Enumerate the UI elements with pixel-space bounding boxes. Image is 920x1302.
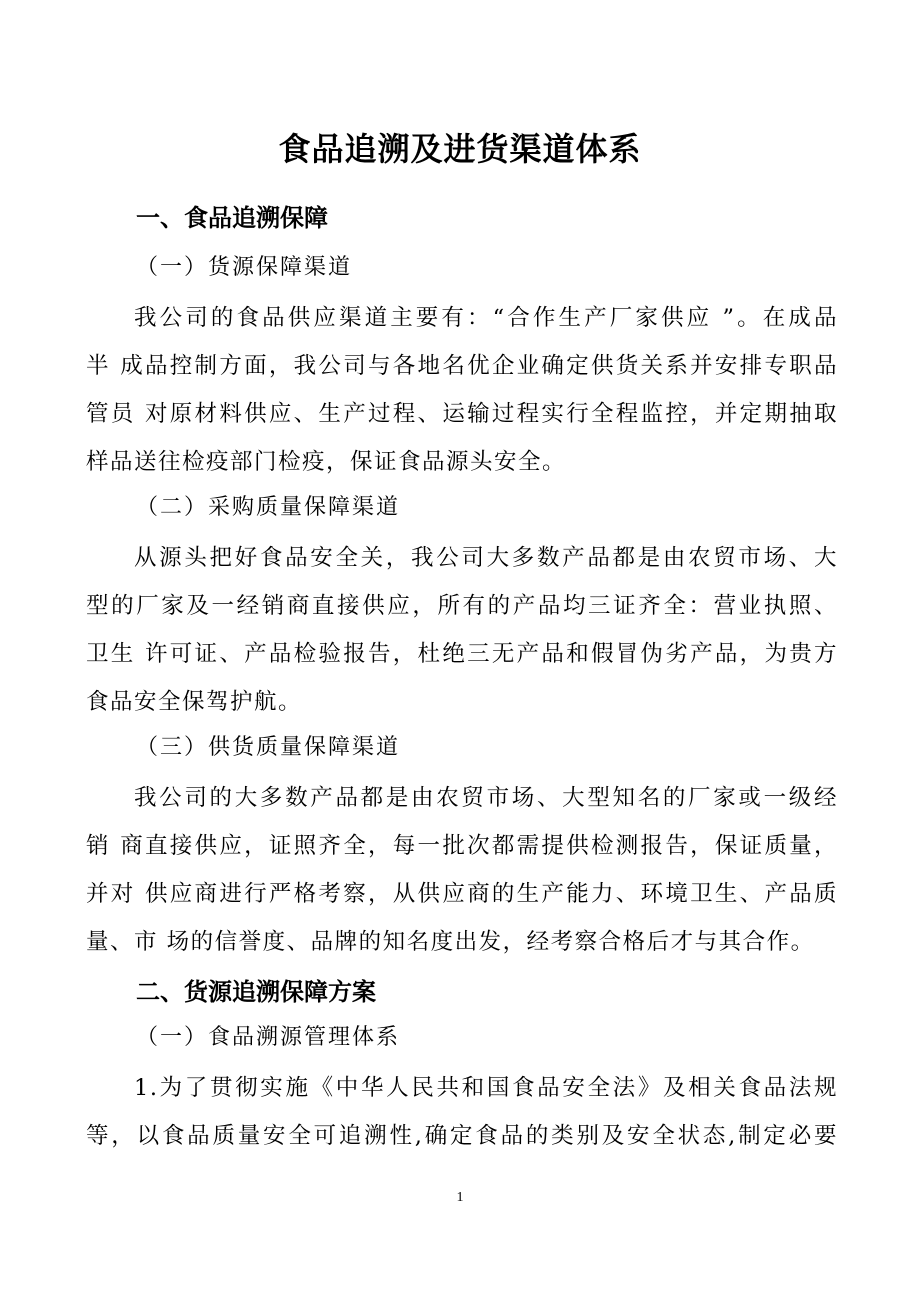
page-number: 1 [456, 1190, 464, 1205]
paragraph-line: 食品安全保驾护航。 [86, 689, 303, 715]
paragraph-1-1 [86, 294, 838, 486]
paragraph-line: 1.为了贯彻实施《中华人民共和国食品安全法》及相关食品法规 [134, 1075, 838, 1101]
paragraph-line: 并对 供应商进行严格考察，从供应商的生产能力、环境卫生、产品质 [86, 881, 838, 907]
paragraph-line: 样品送往检疫部门检疫，保证食品源头安全。 [86, 449, 567, 475]
paragraph-line: 从源头把好食品安全关，我公司大多数产品都是由农贸市场、大 [134, 545, 838, 571]
subsection-heading-1-1: （一）货源保障渠道 [136, 255, 353, 280]
paragraph-line: 我公司的大多数产品都是由农贸市场、大型知名的厂家或一级经 [134, 785, 838, 811]
paragraph-line: 我公司的食品供应渠道主要有：“合作生产厂家供应 ”。在成品 [134, 305, 838, 331]
paragraph-line: 型的厂家及一经销商直接供应，所有的产品均三证齐全：营业执照、 [86, 593, 838, 619]
paragraph-2-1 [86, 1064, 838, 1160]
subsection-heading-1-2: （二）采购质量保障渠道 [136, 495, 401, 520]
section-heading-1: 一、食品追溯保障 [136, 204, 328, 232]
paragraph-1-3 [86, 774, 838, 966]
paragraph-line: 量、市 场的信誉度、品牌的知名度出发，经考察合格后才与其合作。 [86, 929, 815, 955]
paragraph-line: 卫生 许可证、产品检验报告，杜绝三无产品和假冒伪劣产品，为贵方 [86, 641, 838, 667]
paragraph-line: 销 商直接供应，证照齐全，每一批次都需提供检测报告，保证质量， [86, 833, 838, 859]
paragraph-line: 半 成品控制方面，我公司与各地名优企业确定供货关系并安排专职品 [86, 353, 838, 379]
paragraph-line: 等，以食品质量安全可追溯性,确定食品的类别及安全状态,制定必要 [86, 1123, 838, 1149]
subsection-heading-1-3: （三）供货质量保障渠道 [136, 735, 401, 760]
document-title: 食品追溯及进货渠道体系 [278, 130, 642, 168]
section-heading-2: 二、货源追溯保障方案 [136, 978, 376, 1006]
subsection-heading-2-1: （一）食品溯源管理体系 [136, 1025, 401, 1050]
paragraph-line: 管员 对原材料供应、生产过程、运输过程实行全程监控，并定期抽取 [86, 401, 838, 427]
paragraph-1-2 [86, 534, 838, 726]
